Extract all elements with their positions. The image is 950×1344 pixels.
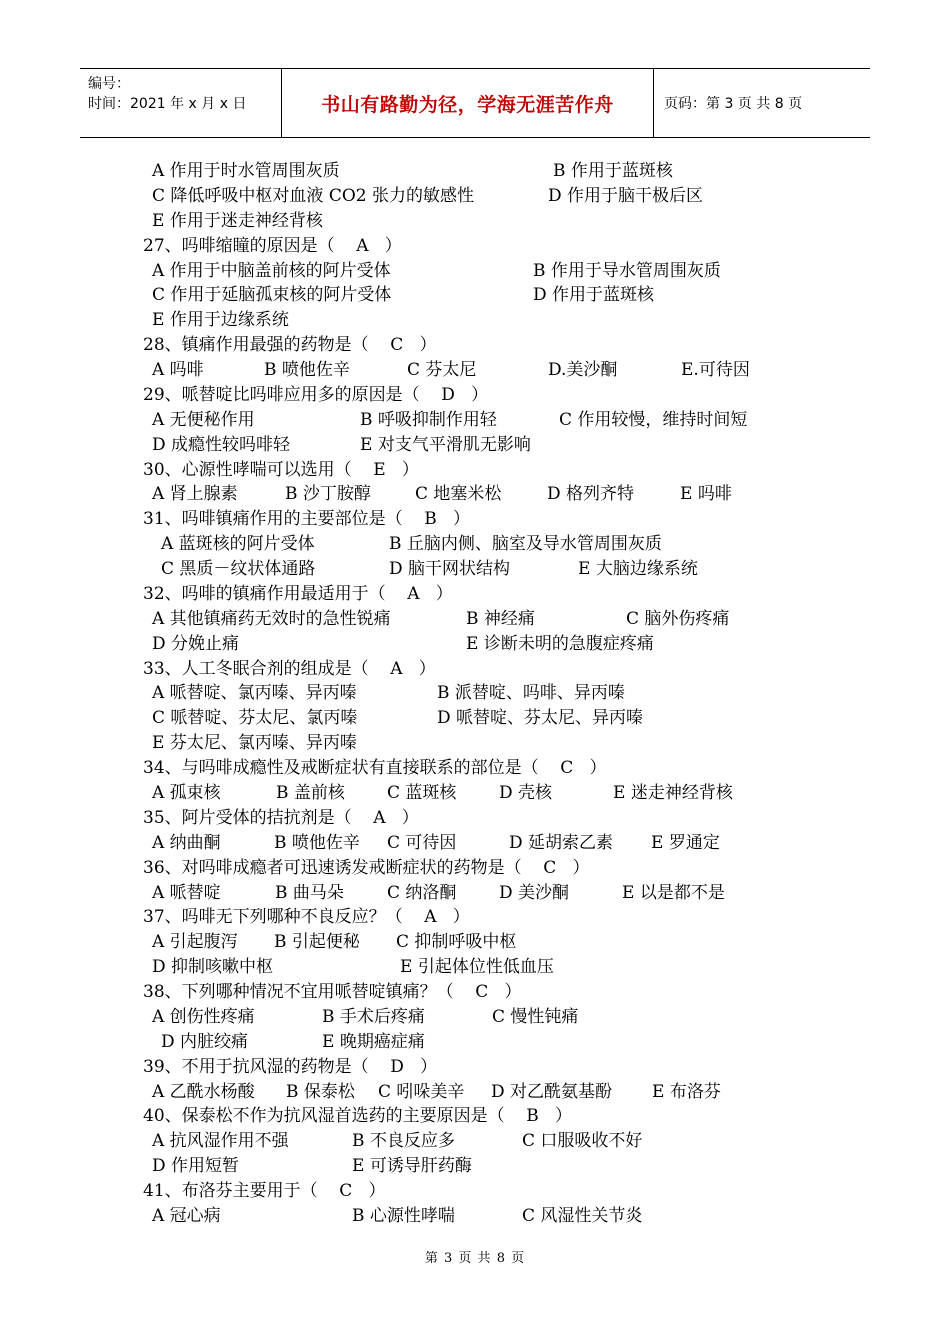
answer-option: D.美沙酮 (548, 360, 618, 381)
answer-option: A 作用于时水管周围灰质 (152, 161, 340, 181)
answer-option: A 创伤性疼痛 (152, 1006, 255, 1027)
answer-option: A 纳曲酮 (152, 832, 221, 853)
answer-option: E 布洛芬 (652, 1081, 721, 1102)
answer-option: D 脑干网状结构 (389, 559, 511, 580)
answer-option: A 其他镇痛药无效时的急性锐痛 (152, 608, 391, 629)
answer-option: D 哌替啶、芬太尼、异丙嗪 (437, 708, 644, 729)
answer-option: C 吲哚美辛 (378, 1081, 465, 1102)
answer-option: B 心源性哮喘 (352, 1205, 455, 1226)
answer-option: E 大脑边缘系统 (578, 559, 698, 580)
answer-option: B 喷他佐辛 (274, 832, 360, 853)
question-stem: 39、不用于抗风湿的药物是（ D ） (143, 1056, 438, 1077)
answer-option: A 冠心病 (152, 1205, 221, 1226)
answer-option: C 可待因 (387, 832, 457, 853)
answer-option: D 对乙酰氨基酚 (491, 1081, 613, 1102)
answer-option: C 慢性钝痛 (492, 1006, 579, 1027)
answer-option: A 乙酰水杨酸 (152, 1081, 255, 1102)
answer-option: D 美沙酮 (499, 882, 570, 903)
answer-option: D 壳核 (499, 783, 553, 803)
answer-option: E 罗通定 (651, 832, 720, 853)
answer-option: D 作用短暂 (152, 1156, 240, 1177)
answer-option: A 作用于中脑盖前核的阿片受体 (152, 260, 391, 281)
answer-option: B 作用于蓝斑核 (553, 161, 673, 181)
answer-option: D 延胡索乙素 (509, 832, 614, 853)
answer-option: A 孤束核 (152, 783, 221, 803)
answer-option: A 蓝斑核的阿片受体 (161, 534, 315, 555)
document-date: 时间：2021 年 x 月 x 日 (88, 96, 247, 112)
answer-option: C 口服吸收不好 (522, 1131, 643, 1152)
document-number-label: 编号： (88, 76, 130, 92)
answer-option: D 内脏绞痛 (161, 1031, 249, 1052)
header-page-indicator (654, 69, 870, 137)
question-stem: 27、吗啡缩瞳的原因是（ A ） (143, 235, 402, 256)
answer-option: B 曲马朵 (275, 882, 344, 903)
question-stem: 36、对吗啡成瘾者可迅速诱发戒断症状的药物是（ C ） (143, 857, 590, 878)
answer-option: B 保泰松 (286, 1081, 355, 1102)
question-stem: 32、吗啡的镇痛作用最适用于（ A ） (143, 583, 453, 604)
question-stem: 30、心源性哮喘可以选用（ E ） (143, 459, 419, 480)
answer-option: E 诊断未明的急腹症疼痛 (466, 633, 654, 654)
answer-option: B 神经痛 (466, 608, 535, 629)
answer-option: B 沙丁胺醇 (285, 484, 371, 505)
answer-option: E.可待因 (681, 360, 750, 381)
answer-option: A 吗啡 (152, 360, 204, 381)
answer-option: D 分娩止痛 (152, 633, 240, 654)
answer-option: D 作用于脑干极后区 (548, 185, 704, 206)
question-stem: 33、人工冬眠合剂的组成是（ A ） (143, 658, 436, 679)
answer-option: B 派替啶、吗啡、异丙嗪 (437, 683, 625, 704)
answer-option: D 格列齐特 (547, 484, 635, 505)
answer-option: C 脑外伤疼痛 (626, 608, 730, 629)
answer-option: E 作用于边缘系统 (152, 310, 289, 331)
answer-option: E 可诱导肝药酶 (352, 1156, 472, 1177)
answer-option: C 降低呼吸中枢对血液 CO2 张力的敏感性 (152, 185, 474, 206)
page-footer: 第 3 页 共 8 页 (424, 1251, 526, 1266)
answer-option: E 对支气平滑肌无影响 (360, 434, 531, 455)
answer-option: A 哌替啶、氯丙嗪、异丙嗪 (152, 683, 357, 704)
answer-option: D 作用于蓝斑核 (533, 285, 655, 306)
answer-option: C 作用较慢，维持时间短 (559, 409, 748, 430)
header-motto: 书山有路勤为径，学海无涯苦作舟 (321, 93, 614, 116)
question-stem: 38、下列哪种情况不宜用哌替啶镇痛？（ C ） (143, 982, 522, 1003)
answer-option: C 哌替啶、芬太尼、氯丙嗪 (152, 708, 358, 729)
question-stem: 37、吗啡无下列哪种不良反应？（ A ） (143, 907, 470, 928)
question-stem: 31、吗啡镇痛作用的主要部位是（ B ） (143, 509, 470, 530)
answer-option: B 作用于导水管周围灰质 (533, 260, 721, 281)
answer-option: E 引起体位性低血压 (400, 957, 554, 978)
header-meta (80, 69, 282, 137)
answer-option: B 盖前核 (276, 783, 345, 803)
answer-option: C 蓝斑核 (387, 783, 457, 803)
answer-option: C 纳洛酮 (387, 882, 457, 903)
answer-option: D 抑制咳嗽中枢 (152, 957, 274, 978)
answer-option: C 风湿性关节炎 (522, 1205, 643, 1226)
question-stem: 34、与吗啡成瘾性及戒断症状有直接联系的部位是（ C ） (143, 758, 607, 779)
answer-option: B 手术后疼痛 (322, 1006, 425, 1027)
answer-option: C 芬太尼 (407, 360, 477, 381)
answer-option: E 吗啡 (680, 484, 732, 505)
answer-option: D 成瘾性较吗啡轻 (152, 434, 291, 455)
answer-option: E 迷走神经背核 (613, 783, 733, 803)
header-motto-cell (282, 69, 654, 137)
question-stem: 35、阿片受体的拮抗剂是（ A ） (143, 807, 419, 828)
page-header (80, 68, 870, 138)
answer-option: A 抗风湿作用不强 (152, 1131, 289, 1152)
answer-option: B 丘脑内侧、脑室及导水管周围灰质 (389, 534, 662, 555)
question-stem: 41、布洛芬主要用于（ C ） (143, 1181, 386, 1202)
question-stem: 29、哌替啶比吗啡应用多的原因是（ D ） (143, 384, 489, 405)
answer-option: C 黑质－纹状体通路 (161, 559, 316, 580)
answer-option: E 晚期癌症痛 (322, 1031, 425, 1052)
answer-option: C 地塞米松 (415, 484, 502, 505)
answer-option: A 无便秘作用 (152, 409, 255, 430)
answer-option: B 不良反应多 (352, 1131, 455, 1152)
answer-option: B 引起便秘 (274, 932, 360, 953)
answer-option: E 以是都不是 (622, 882, 725, 903)
answer-option: A 引起腹泻 (152, 932, 238, 953)
answer-option: E 芬太尼、氯丙嗪、异丙嗪 (152, 733, 357, 754)
question-stem: 40、保泰松不作为抗风湿首选药的主要原因是（ B ） (143, 1106, 572, 1127)
answer-option: C 抑制呼吸中枢 (396, 932, 517, 953)
header-page-text: 页码：第 3 页 共 8 页 (664, 96, 803, 112)
answer-option: C 作用于延脑孤束核的阿片受体 (152, 285, 392, 306)
answer-option: B 呼吸抑制作用轻 (360, 409, 497, 430)
answer-option: A 哌替啶 (152, 882, 221, 903)
answer-option: B 喷他佐辛 (264, 360, 350, 381)
answer-option: E 作用于迷走神经背核 (152, 210, 323, 231)
answer-option: A 肾上腺素 (152, 484, 238, 505)
question-stem: 28、镇痛作用最强的药物是（ C ） (143, 335, 437, 356)
